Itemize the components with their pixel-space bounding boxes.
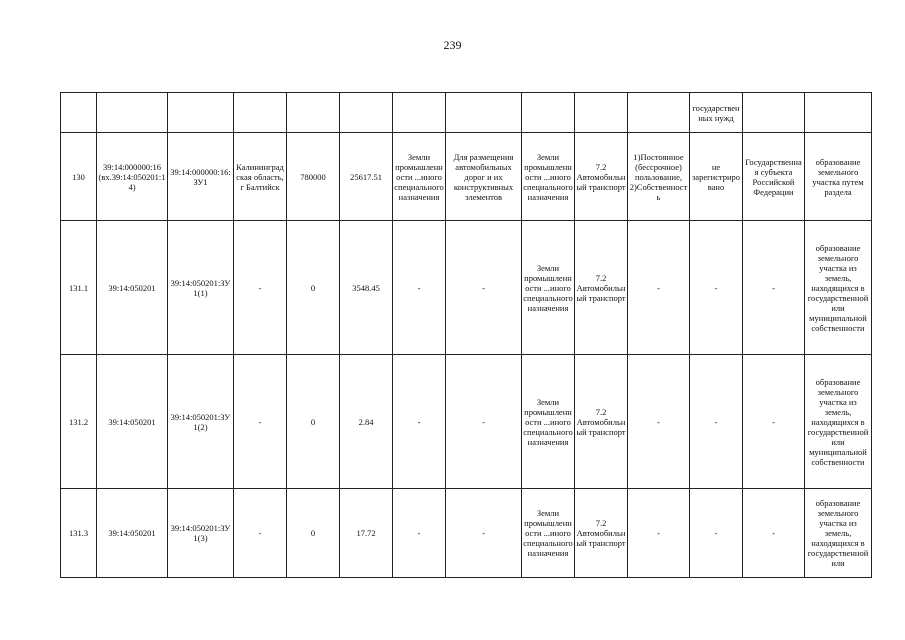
registration-cell: -	[690, 355, 743, 489]
row-number-cell: 130	[61, 133, 97, 221]
address-cell: Калининградская область, г Балтийск	[234, 133, 287, 221]
table-cell	[446, 93, 522, 133]
ownership-cell: Государственная субъекта Российской Федерации	[743, 133, 805, 221]
table-row	[61, 221, 872, 355]
land-plots-table	[60, 92, 872, 578]
use-type-cell: 7.2 Автомобильный транспорт	[575, 133, 628, 221]
table-row	[61, 133, 872, 221]
land-category-cell: -	[393, 355, 446, 489]
cadastral-number-cell: 39:14:000000:16 (вх.39:14:050201:14)	[97, 133, 168, 221]
registration-cell: -	[690, 221, 743, 355]
plot-designation-cell: 39:14:050201:ЗУ1(3)	[168, 489, 234, 578]
permitted-use-cell: Для размещения автомобильных дорог и их конструктивных элементов	[446, 133, 522, 221]
row-number-cell: 131.2	[61, 355, 97, 489]
formation-method-cell: образование земельного участка путем раздела	[805, 133, 872, 221]
plot-designation-cell: 39:14:000000:16:ЗУ1	[168, 133, 234, 221]
table-row	[61, 355, 872, 489]
table-cell	[628, 93, 690, 133]
table-cell	[575, 93, 628, 133]
use-type-cell: 7.2 Автомобильный транспорт	[575, 221, 628, 355]
land-category-cell: Земли промышленности ...иного специального назначения	[522, 489, 575, 578]
use-type-cell: 7.2 Автомобильный транспорт	[575, 489, 628, 578]
table-cell	[393, 93, 446, 133]
registration-cell: -	[690, 489, 743, 578]
table-cell	[287, 93, 340, 133]
address-cell: -	[234, 355, 287, 489]
table-cell	[805, 93, 872, 133]
plot-designation-cell: 39:14:050201:ЗУ1(2)	[168, 355, 234, 489]
use-type-cell: 7.2 Автомобильный транспорт	[575, 355, 628, 489]
area-cell: 3548.45	[340, 221, 393, 355]
table-cell	[522, 93, 575, 133]
table-row	[61, 93, 872, 133]
table-cell	[340, 93, 393, 133]
area-cell: 25617.51	[340, 133, 393, 221]
row-number-cell: 131.3	[61, 489, 97, 578]
table-cell	[168, 93, 234, 133]
plot-designation-cell: 39:14:050201:ЗУ1(1)	[168, 221, 234, 355]
ownership-cell: -	[743, 489, 805, 578]
area-cell: 0	[287, 355, 340, 489]
land-category-cell: -	[393, 489, 446, 578]
area-cell: 2.84	[340, 355, 393, 489]
page-number: 239	[443, 38, 462, 52]
table-cell	[61, 93, 97, 133]
cadastral-number-cell: 39:14:050201	[97, 355, 168, 489]
cadastral-number-cell: 39:14:050201	[97, 489, 168, 578]
formation-method-cell: образование земельного участка из земель, находящихся в государственной или муниципальной собственности	[805, 221, 872, 355]
ownership-cell: -	[743, 221, 805, 355]
right-type-cell: -	[628, 221, 690, 355]
land-category-cell: Земли промышленности ...иного специального назначения	[522, 221, 575, 355]
formation-method-cell: образование земельного участка из земель, находящихся в государственной или	[805, 489, 872, 578]
table-cell	[743, 93, 805, 133]
right-type-cell: -	[628, 489, 690, 578]
right-type-cell: 1)Постоянное (бессрочное) пользование, 2)Собственность	[628, 133, 690, 221]
permitted-use-cell: -	[446, 221, 522, 355]
cadastral-number-cell: 39:14:050201	[97, 221, 168, 355]
area-cell: 17.72	[340, 489, 393, 578]
land-category-cell: Земли промышленности ...иного специального назначения	[393, 133, 446, 221]
ownership-cell: -	[743, 355, 805, 489]
land-category-cell: Земли промышленности ...иного специального назначения	[522, 355, 575, 489]
table-row	[61, 489, 872, 578]
row-number-cell: 131.1	[61, 221, 97, 355]
address-cell: -	[234, 489, 287, 578]
table-cell	[234, 93, 287, 133]
area-cell: 780000	[287, 133, 340, 221]
table-cell: государственных нужд	[690, 93, 743, 133]
permitted-use-cell: -	[446, 489, 522, 578]
right-type-cell: -	[628, 355, 690, 489]
registration-cell: не зарегистрировано	[690, 133, 743, 221]
land-category-cell: Земли промышленности ...иного специального назначения	[522, 133, 575, 221]
land-category-cell: -	[393, 221, 446, 355]
permitted-use-cell: -	[446, 355, 522, 489]
address-cell: -	[234, 221, 287, 355]
formation-method-cell: образование земельного участка из земель, находящихся в государственной или муниципальной собственности	[805, 355, 872, 489]
area-cell: 0	[287, 489, 340, 578]
table-cell	[97, 93, 168, 133]
area-cell: 0	[287, 221, 340, 355]
